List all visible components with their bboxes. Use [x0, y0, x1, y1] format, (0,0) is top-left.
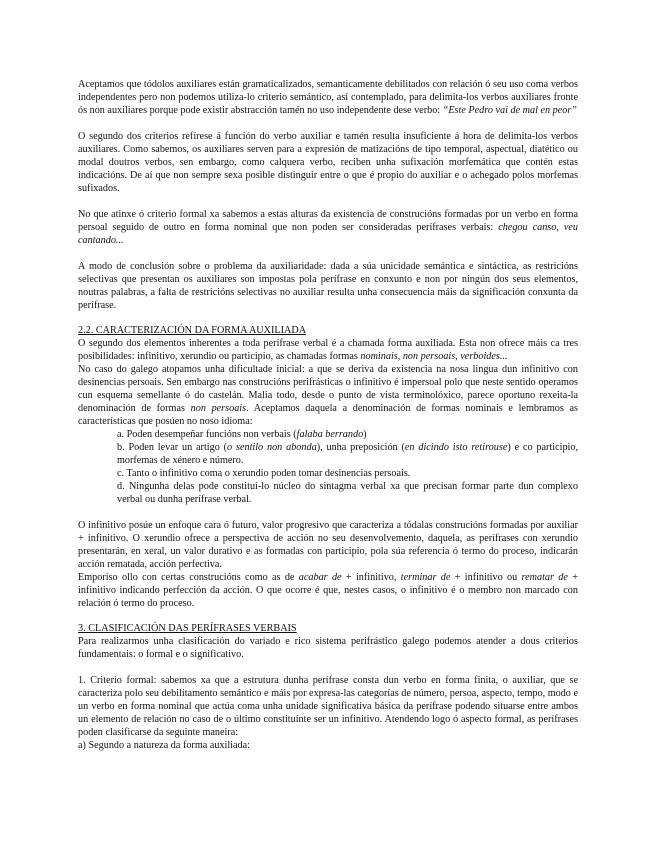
paragraph-formal-criterion-detail: 1. Criterio formal: sabemos xa que a estrutura dunha perífrase consta dun verbo en forma finita, o auxiliar, que se caracteriza polo seu debilitamento semántico e máis por expresa-las categorías de número, persoa, aspecto, tempo, modo e un verbo en forma nominal que actúa coma unha unidade significativa básica da perífrase podendo situarse entre ambos un elemento de relación no caso de o último constituínte ser un infinitivo. Atendendo logo ó aspecto formal, as perífrases poden clasificarse da seguinte maneira: — [78, 675, 578, 738]
paragraph-functional-criterion: O segundo dos criterios refírese á función do verbo auxiliar e tamén resulta insuficiente á hora de delimita-los verbos auxiliares. Como sabemos, os auxiliares serven para a expresión de matizacións de tipo temporal, aspectual, diatético ou modal doutros verbos, sen embargo, como calquera verbo, reciben unha sufixación morfemática que contén estas indicacións. De aí que non sempre sexa posible distinguir entre o que é propio do auxiliar e o achegado polos morfemas sufixados. — [78, 131, 578, 194]
list-item: a. Poden desempeñar funcións non verbais (falaba berrando) — [117, 429, 367, 440]
example-quote: “Este Pedro vai de mal en peor” — [442, 105, 577, 116]
paragraph-subsection-a: a) Segundo a natureza da forma auxiliada: — [78, 740, 250, 751]
paragraph-conclusion: A modo de conclusión sobre o problema da auxiliaridade: dada a súa unicidade semántica e sintáctica, as restricións selectivas que presentan os auxiliares son impostas pola perífrase en conxunto e non por ningún dos seus elementos, noutras palabras, a falta de restricións selectivas no auxiliar resulta unha consecuencia máis da significación conxunta da perífrase. — [78, 261, 578, 311]
section-heading-2-2: 2.2. CARACTERIZACIÓN DA FORMA AUXILIADA — [78, 325, 307, 336]
paragraph-semantic-criterion: Aceptamos que tódolos auxiliares están gramaticalizados, semanticamente debilitados con relación ó seu uso coma verbos independentes pero non podemos utiliza-lo criterio semántico, así contemplado, para delimita-los verbos auxiliares fronte ós non auxiliares porque pode existir abstracción tamén no uso independente dese verbo: “Este Pedro vai de mal en peor” — [78, 79, 578, 116]
paragraph-galician-infinitive: No caso do galego atopamos unha dificultade inicial: a que se deriva da existencia na nosa lingua dun infinitivo con desinencias persoais. Sen embargo nas construcións perifrásticas o infinitivo é impersoal polo que neste sentido operamos cun esquema semellante ó do castelán. Malia todo, desde o punto de vista terminolóxico, parece oportuno rexeita-la denominación de formas non persoais. Aceptamos daquela a denominación de formas nominais e lembramos as características que posúen no noso idioma: — [78, 364, 579, 427]
document-page — [78, 78, 578, 752]
paragraph-auxiliated-form: O segundo dos elementos inherentes a toda perífrase verbal é a chamada forma auxiliada. Esta non ofrece máis ca tres posibilidades: infinitivo, xerundio ou participio, as chamadas formas nominais, non persoais, verboides... — [78, 338, 578, 362]
list-item: d. Ningunha delas pode constituí-lo núcleo do sintagma verbal xa que precisan formar parte dun complexo verbal ou dunha perífrase verbal. — [117, 481, 578, 505]
paragraph-exceptions: Emporiso ollo con certas construcións como as de acabar de + infinitivo, terminar de + infinitivo ou rematar de + infinitivo indicando perfección da acción. O que ocorre é que, nestes casos, o infinitivo é o membro non marcado con relación ó termo do proceso. — [78, 572, 578, 609]
paragraph-formal-criterion: No que atinxe ó criterio formal xa sabemos a estas alturas da existencia de construcións formadas por un verbo en forma persoal seguido de outro en forma nominal que non poden ser consideradas perífrases verbais: chegou canso, veu cantando... — [78, 209, 578, 246]
paragraph-infinitive-value: O infinitivo posúe un enfoque cara ó futuro, valor progresivo que caracteriza a tódalas construcións formadas por auxiliar + infinitivo. O xerundio ofrece a perspectiva de acción no seu desenvolvemento, daquela, as perífrases con xerundio presentarán, en xeral, un valor durativo e as formadas con participio, pola súa referencia ó termo do proceso, indicarán acción rematada, acción perfectiva. — [78, 520, 578, 570]
section-heading-3: 3. CLASIFICACIÓN DAS PERÍFRASES VERBAIS — [78, 623, 297, 634]
characteristics-list — [117, 428, 578, 506]
paragraph-classification-intro: Para realizarmos unha clasificación do variado e rico sistema perifrástico galego podemos atender a dous criterios fundamentais: o formal e o significativo. — [78, 636, 578, 660]
list-item: c. Tanto o infinitivo coma o xerundio poden tomar desinencias persoais. — [117, 468, 411, 479]
example-italic: chegou canso, veu cantando... — [78, 222, 578, 246]
list-item: b. Poden levar un artigo (o sentilo non abonda), unha preposición (en dicindo isto retirouse) e co participio, morfemas de xénero e número. — [117, 442, 579, 466]
